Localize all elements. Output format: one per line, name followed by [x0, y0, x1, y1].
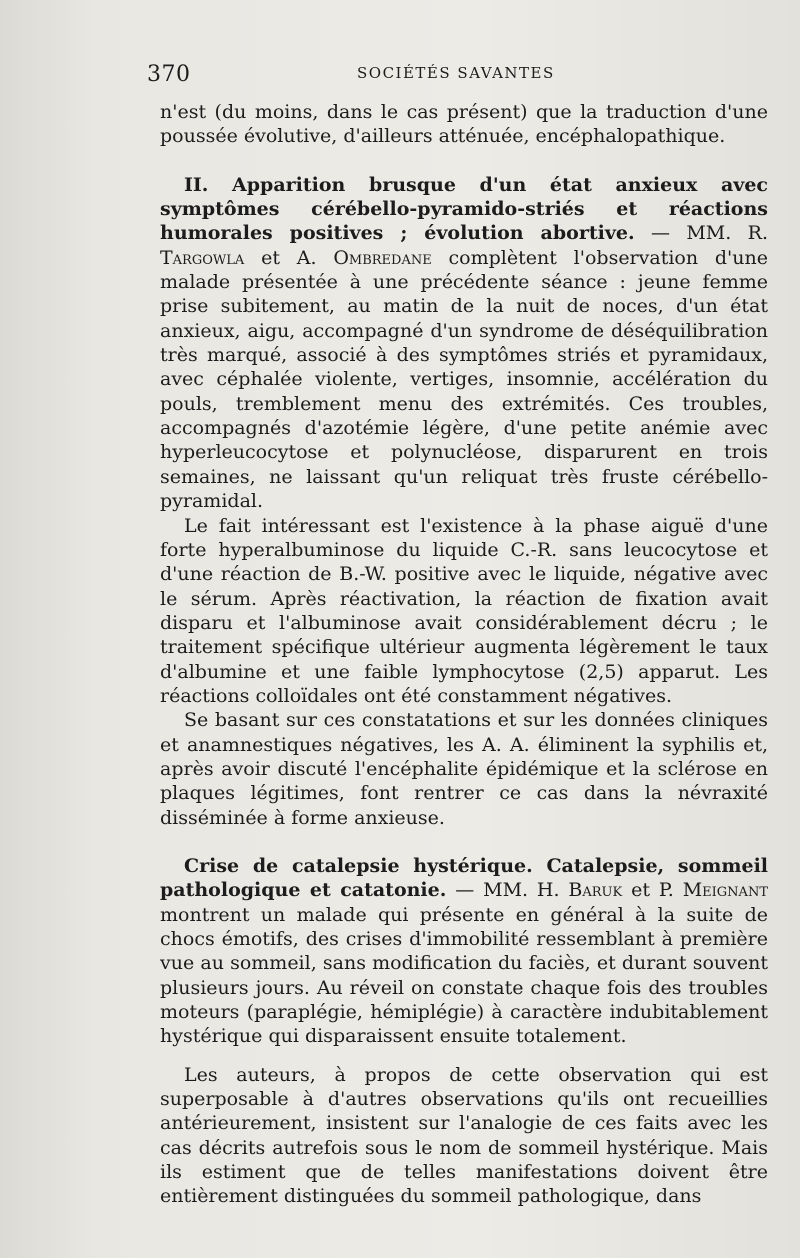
section-2-title: II. Apparition brusque d'un état anxieux avec symptômes cérébello-pyramido-striés et réactions humorales positives ; évolution abortive. — [160, 173, 768, 245]
running-title: SOCIÉTÉS SAVANTES — [357, 64, 555, 82]
section-3-author-2: Meignant — [682, 879, 768, 902]
continued-paragraph: n'est (du moins, dans le cas présent) que la traduction d'une poussée évolutive, d'ailleurs atténuée, encéphalopathique. — [160, 101, 768, 148]
paragraph-gap — [160, 1049, 768, 1063]
page-number: 370 — [147, 62, 191, 87]
section-2-paragraph-2: Le fait intéressant est l'existence à la phase aiguë d'une forte hyperalbuminose du liquide C.-R. sans leucocytose et d'une réaction de B.-W. positive avec le liquide, négative avec le sérum. Après réactivation, la réaction de fixation avait disparu et l'albuminose avait considérablement décru ; le traitement spécifique ultérieur augmenta légèrement le taux d'albumine et une faible lymphocytose (2,5) apparut. Les réactions colloïdales ont été constamment négatives. — [160, 514, 768, 707]
page-header — [147, 62, 767, 92]
section-gap — [160, 830, 768, 854]
section-2-authors-prefix: — MM. R. — [634, 222, 768, 245]
section-3-title: Crise de catalepsie hystérique. Catalepsie, sommeil pathologique et catatonie. — [160, 854, 768, 902]
section-2-paragraph-3: Se basant sur ces constatations et sur les données cliniques et anamnestiques négatives, les A. A. éliminent la syphilis et, après avoir discuté l'encéphalite épidémique et la sclérose en plaques légitimes, font rentrer ce cas dans la névraxité disséminée à forme anxieuse. — [160, 709, 768, 829]
section-3-text: montrent un malade qui présente en général à la suite de chocs émotifs, des crises d'immobilité ressemblant à première vue au sommeil, sans modification du faciès, et durant souvent plusieurs jours. Au réveil on constate chaque fois des troubles moteurs (paraplégie, hémiplégie) à caractère indubitablement hystérique qui disparaissent ensuite totalement. — [160, 903, 768, 1048]
section-gap — [160, 149, 768, 173]
section-3-paragraph-2: Les auteurs, à propos de cette observation qui est superposable à d'autres observations qu'ils ont recueillies antérieurement, insistent sur l'analogie de ces faits avec les cas décrits autrefois sous le nom de sommeil hystérique. Mais ils estiment que de telles manifestations doivent être entièrement distinguées du sommeil pathologique, dans — [160, 1063, 768, 1208]
section-2-author-2: Ombredane — [333, 246, 432, 269]
section-3-first-paragraph — [160, 854, 768, 1049]
section-2-first-paragraph — [160, 173, 768, 514]
section-2-author-1: Targowla — [160, 246, 245, 269]
body-text — [160, 100, 768, 1209]
section-2-text: complètent l'observation d'une malade présentée à une précédente séance : jeune femme prise subitement, au matin de la nuit de noces, d'un état anxieux, aigu, accompagné d'un syndrome de déséquilibration très marqué, associé à des symptômes striés et pyramidaux, avec céphalée violente, vertiges, insomnie, accélération du pouls, tremblement menu des extrémités. Ces troubles, accompagnés d'azotémie légère, d'une petite anémie avec hyperleucocytose et polynucléose, disparurent en trois semaines, ne laissant qu'un reliquat très fruste cérébello-pyramidal. — [160, 246, 768, 513]
section-3-authors-mid: et P. — [622, 879, 683, 902]
section-3-authors-prefix: — MM. H. — [446, 879, 569, 902]
section-2-authors-mid: et A. — [244, 246, 334, 269]
section-3-author-1: Baruk — [568, 879, 623, 902]
